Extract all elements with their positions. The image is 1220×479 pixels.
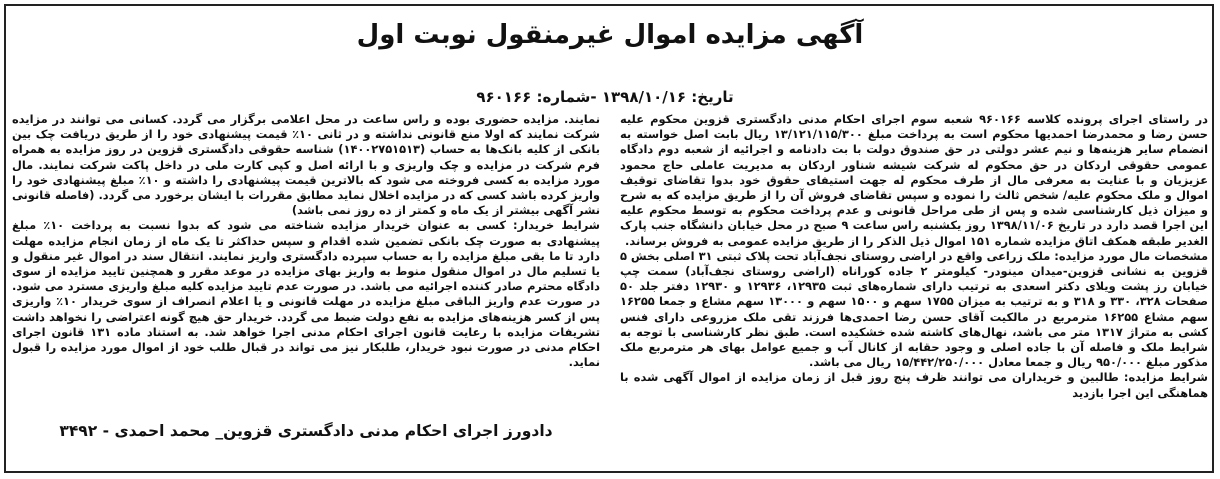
signature-line: دادورز اجرای احکام مدنی دادگستری قزوین_ محمد احمدی - ۳۴۹۲ [59,422,553,440]
property-specs-paragraph [620,249,1208,371]
property-specs-text: ملک زراعی واقع در اراضی روستای نجف‌آباد تحت پلاک ثبتی ۳۱ اصلی بخش ۵ قزوین به نشانی قزوین-میدان مینودر- کیلومتر ۲ جاده کوراناه (اراضی روستای نجف‌آباد) سمت چپ خیابان رز پشت ویلای دکتر اسعدی به ترتیب دارای شماره‌های ثبت ۱۲۹۳۵، ۱۲۹۳۶ و ۱۲۹۳۰ دفتر جلد ۵۰ صفحات ۳۲۸، ۳۳۰ و ۳۱۸ و به ترتیب به میزان ۱۷۵۵ سهم و ۱۵۰۰ سهم و ۱۳۰۰۰ سهم مشاع و جمعا ۱۶۲۵۵ سهم مشاع ۱۶۲۵۵ مترمربع در مالکیت آقای حسن رضا احمدی‌ها فرزند تقی ملک مزروعی دارای فنس کشی به متراژ ۱۳۱۷ متر می باشد، نهال‌های کاشته شده خشکیده است. طبق نظر کارشناسی با توجه به شرایط ملک و فاصله آن با جاده اصلی و وجود حقابه از کانال آب و جمیع عوامل بهای هر مترمربع ملک مذکور مبلغ ۹۵۰/۰۰۰ ریال و جمعا معادل ۱۵/۴۴۲/۲۵۰/۰۰۰ ریال می باشد. [620,248,1208,370]
auction-terms-text: طالبین و خریداران می توانند ظرف پنج روز قبل از زمان مزایده از اموال آگهی شده با هماهنگی این اجرا بازدید [620,370,1208,400]
participation-paragraph: نمایند. مزایده حضوری بوده و راس ساعت در محل اعلامی برگزار می گردد. کسانی می توانند در مزایده شرکت نمایند که اولا منع قانونی نداشته و در ثانی ۱۰٪ قیمت پیشنهادی خود را از طریق دریافت چک بین بانکی از کلیه بانک‌ها به حساب (۱۴۰۰۲۷۵۱۵۱۳) شناسه حقوقی دادگستری قزوین در روز مزایده به همراه فرم شرکت در مزایده و چک واریزی و با ارائه اصل و کپی کارت ملی در داخل پاکت شرکت نمایند. مال مورد مزایده به کسی فروخته می شود که بالاترین قیمت پیشنهادی را داشته و ۱۰٪ مبلغ پیشنهادی خود را واریز کرده باشد کسی که در مزایده اخلال نماید مطابق مقررات با ایشان برخورد می گردد. (فاصله قانونی نشر آگهی بیشتر از یک ماه و کمتر از ده روز نمی باشد) [12,112,600,218]
auction-terms-paragraph [620,370,1208,400]
left-column [12,112,600,370]
auction-terms-label: شرایط مزایده: [1123,370,1208,385]
property-specs-label: مشخصات مال مورد مزایده: [1054,248,1209,263]
buyer-conditions-paragraph: شرایط خریدار: کسی به عنوان خریدار مزایده شناخته می شود که بدوا نسبت به پرداخت ۱۰٪ مبلغ پیشنهادی به صورت چک بانکی تضمین شده اقدام و سپس حداکثر تا یک ماه از زمان انجام مزایده مهلت دارد تا ما بقی مبلغ مزایده را به حساب سپرده دادگستری واریز نمایند. انتقال سند در اموال غیر منقول و یا تسلیم مال در اموال منقول منوط به واریز بهای مزایده در موعد مقرر و همچنین تایید مزایده از سوی دادگاه محترم صادر کننده اجرائیه می باشد. در صورت عدم تایید مزایده کلیه مبلغ واریزی مسترد می شود. در صورت عدم واریز الباقی مبلغ مزایده در مهلت قانونی و یا اعلام انصراف از سوی خریدار ۱۰٪ واریزی پس از کسر هزینه‌های مزایده به نفع دولت ضبط می گردد. خریدار حق هیچ گونه اعتراضی را نخواهد داشت تشریفات مزایده با رعایت قانون اجرای احکام مدنی اجرا خواهد شد. به استناد ماده ۱۳۱ قانون اجرای احکام مدنی در صورت نبود خریدار، طلبکار نیز می تواند در قبال طلب خود از اموال مورد مزایده را قبول نماید. [12,218,601,370]
notice-date-number: تاریخ: ۱۳۹۸/۱۰/۱۶ -شماره: ۹۶۰۱۶۶ [476,88,734,106]
right-column [620,112,1208,401]
intro-paragraph: در راستای اجرای پرونده کلاسه ۹۶۰۱۶۶ شعبه سوم اجرای احکام مدنی دادگستری قزوین محکوم علیه حسن رضا و محمدرضا احمدیها محکوم است به پرداخت مبلغ ۱۳/۱۲۱/۱۱۵/۳۰۰ ریال بابت اصل خواسته به انضمام سایر هزینه‌ها و نیم عشر دولتی در حق صندوق دولت با بت دادنامه و اجرائیه از شعبه دوم دادگاه عمومی حقوقی اردکان در حق محکوم له شرکت شیشه شناور اردکان به مدیریت عاملی حاج محمود عزیزیان و با عنایت به معرفی مال از طرف محکوم له جهت استیفای حقوق خود بدوا تقاضای توقیف اموال و ملک محکوم علیه/ شخص ثالث را نموده و سپس تقاضای فروش آن را از طریق مزایده که به شرح و میزان ذیل کارشناسی شده و پس از طی مراحل قانونی و عدم پرداخت محکوم به توسط محکوم علیه این اجرا قصد دارد در تاریخ ۱۳۹۸/۱۱/۰۶ روز یکشنبه راس ساعت ۹ صبح در محل خیابان دانشگاه جنب پارک الغدیر طبقه همکف اتاق مزایده شماره ۱۵۱ اموال ذیل الذکر را از طریق مزایده عمومی به فروش برساند. [620,112,1208,248]
notice-title: آگهی مزایده اموال غیرمنقول نوبت اول [356,20,864,50]
